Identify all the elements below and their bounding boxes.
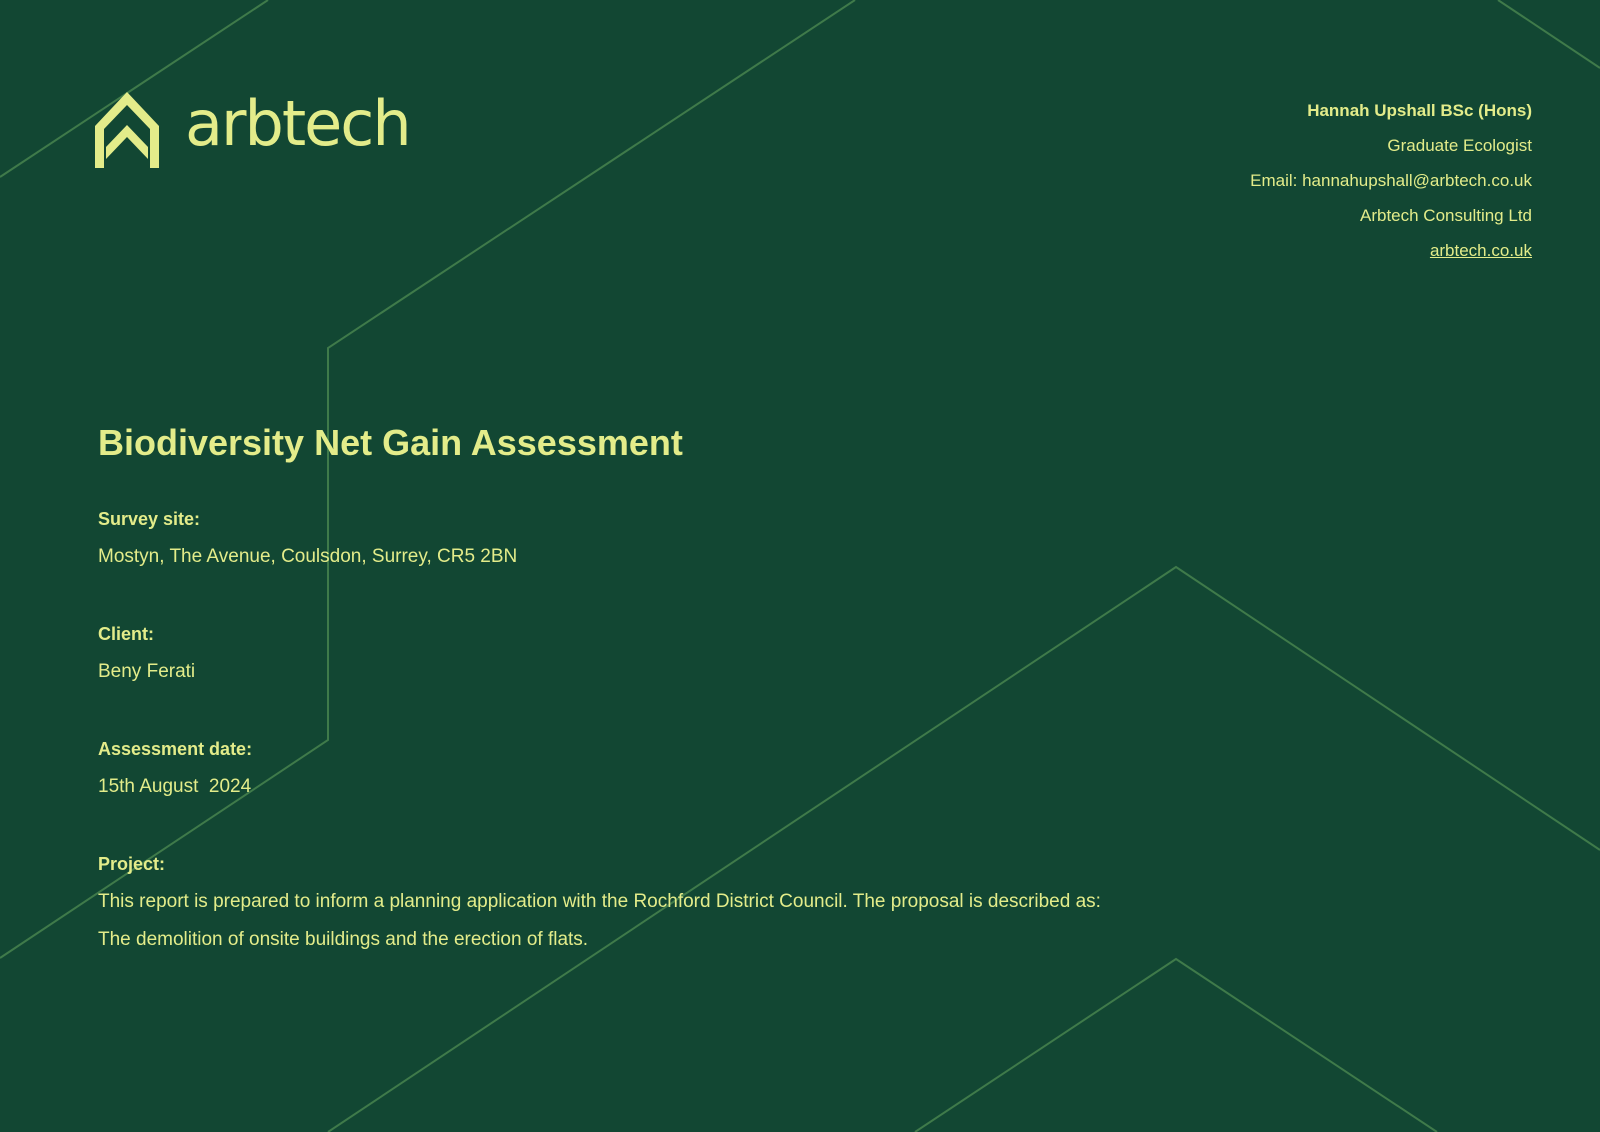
arbtech-logo bbox=[95, 87, 410, 168]
project-description-line2: The demolition of onsite buildings and the erection of flats. bbox=[98, 929, 589, 950]
client-section bbox=[98, 615, 1101, 691]
author-company: Arbtech Consulting Ltd bbox=[1360, 206, 1532, 225]
project-description-line1: This report is prepared to inform a planning application with the Rochford District Council. The proposal is described as: bbox=[98, 891, 1101, 912]
survey-site-value: Mostyn, The Avenue, Coulsdon, Surrey, CR5 2BN bbox=[98, 546, 518, 567]
report-title: Biodiversity Net Gain Assessment bbox=[98, 422, 683, 463]
chevron-house-icon bbox=[95, 92, 159, 168]
assessment-date-value: 15th August 2024 bbox=[98, 776, 252, 797]
logo-wordmark: arbtech bbox=[185, 87, 410, 160]
survey-site-label: Survey site: bbox=[98, 509, 201, 529]
assessment-date-label: Assessment date: bbox=[98, 739, 253, 759]
background-line-top-right bbox=[1498, 0, 1600, 68]
website-link[interactable]: arbtech.co.uk bbox=[1429, 241, 1532, 260]
assessment-date-section bbox=[98, 730, 1101, 806]
author-role: Graduate Ecologist bbox=[1387, 136, 1532, 155]
client-value: Beny Ferati bbox=[98, 661, 196, 682]
author-name: Hannah Upshall BSc (Hons) bbox=[1307, 101, 1532, 120]
author-email: Email: hannahupshall@arbtech.co.uk bbox=[1250, 171, 1532, 190]
author-block bbox=[1250, 93, 1532, 268]
report-details bbox=[98, 418, 1101, 998]
survey-site-section bbox=[98, 500, 1101, 576]
project-section bbox=[98, 845, 1101, 959]
client-label: Client: bbox=[98, 624, 154, 644]
project-label: Project: bbox=[98, 854, 166, 874]
